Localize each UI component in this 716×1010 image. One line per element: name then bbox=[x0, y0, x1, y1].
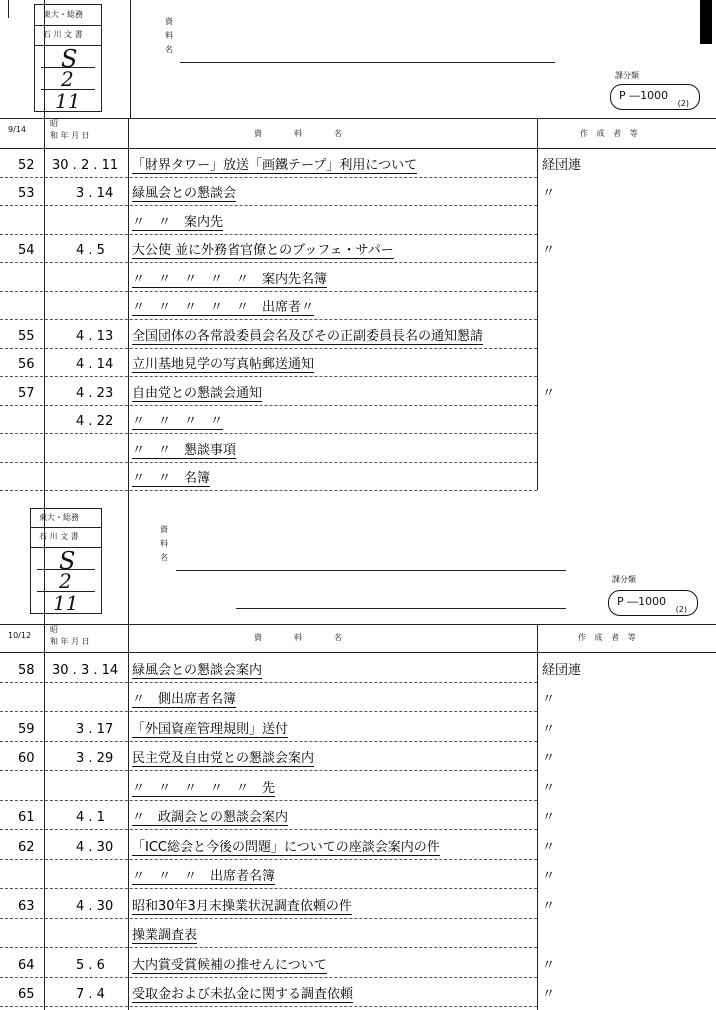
row-title: 〃 〃 案内先 bbox=[132, 214, 224, 230]
row-creator: 〃 bbox=[542, 810, 556, 825]
row-title: 立川基地見学の写真帖郵送通知 bbox=[132, 357, 315, 372]
field-label-2: 料 bbox=[165, 31, 173, 40]
row-title: 大内賞受賞候補の推せんについて bbox=[132, 957, 327, 973]
row-number: 53 bbox=[18, 186, 35, 201]
table-row bbox=[0, 802, 716, 832]
row-title: 操業調査表 bbox=[132, 928, 198, 943]
header-creator: 作 成 者 等 bbox=[580, 129, 641, 138]
row-number: 63 bbox=[18, 898, 35, 914]
header-era: 昭 bbox=[50, 119, 58, 128]
row-title: 受取金および未払金に関する調査依頼 bbox=[132, 987, 354, 1002]
page-number: 9/14 bbox=[8, 125, 26, 134]
row-date: 7 . 4 bbox=[76, 987, 105, 1002]
table-row bbox=[0, 293, 716, 322]
row-creator: 〃 bbox=[542, 898, 556, 914]
classification-code: P ―1000 bbox=[617, 595, 667, 608]
row-title: 〃 〃 〃 〃 〃 出席者〃 bbox=[132, 300, 315, 315]
stamp-num1: 2 bbox=[59, 569, 72, 593]
row-title: 自由党との懇談会通知 bbox=[132, 385, 263, 401]
row-date: 3 . 17 bbox=[76, 721, 114, 737]
row-title: 大公使 並に外務省官僚とのブッフェ・サパー bbox=[132, 243, 394, 258]
row-title: 昭和30年3月末操業状況調査依頼の件 bbox=[132, 898, 352, 914]
row-number: 65 bbox=[18, 987, 35, 1002]
row-title: 〃 側出席者名簿 bbox=[132, 692, 237, 707]
page-number: 10/12 bbox=[8, 631, 32, 640]
row-title: 〃 政調会との懇談会案内 bbox=[132, 810, 289, 825]
field-label-2: 料 bbox=[160, 539, 168, 548]
table-row bbox=[0, 407, 716, 436]
row-creator: 経団連 bbox=[542, 157, 582, 173]
header-title: 資 料 名 bbox=[254, 633, 344, 642]
row-creator: 〃 bbox=[542, 780, 556, 796]
row-number: 52 bbox=[18, 157, 35, 173]
row-title: 「ICC総会と今後の問題」についての座談会案内の件 bbox=[132, 839, 440, 855]
row-number: 57 bbox=[18, 385, 35, 401]
row-date: 4 . 5 bbox=[76, 243, 105, 258]
table-row bbox=[0, 979, 716, 1009]
row-number: 59 bbox=[18, 721, 35, 737]
stamp-s: S bbox=[59, 547, 76, 575]
row-number: 64 bbox=[18, 957, 35, 973]
classification-label: 課分類 bbox=[615, 71, 639, 80]
header-era: 昭 bbox=[50, 625, 58, 634]
row-date: 4 . 30 bbox=[76, 839, 114, 855]
row-creator: 〃 bbox=[542, 751, 556, 766]
stamp-line1: 東大・総務 bbox=[39, 513, 79, 522]
margin-rule bbox=[8, 0, 9, 18]
table-row bbox=[0, 264, 716, 293]
row-creator: 〃 bbox=[542, 721, 556, 737]
stamp-num2: 11 bbox=[55, 89, 81, 113]
margin-rule bbox=[128, 490, 129, 612]
row-creator: 経団連 bbox=[542, 662, 582, 678]
table-row bbox=[0, 350, 716, 379]
row-title: 〃 〃 〃 〃 〃 先 bbox=[132, 780, 276, 796]
margin-rule bbox=[130, 0, 131, 118]
table-row bbox=[0, 743, 716, 773]
field-underline bbox=[180, 62, 555, 63]
header-creator: 作 成 者 等 bbox=[578, 633, 639, 642]
field-underline-2 bbox=[236, 608, 566, 609]
classification-label: 課分類 bbox=[612, 575, 636, 584]
field-label-1: 資 bbox=[160, 525, 168, 534]
classification-box bbox=[608, 590, 698, 616]
row-title: 〃 〃 名簿 bbox=[132, 471, 211, 486]
field-label-3: 名 bbox=[160, 553, 168, 562]
header-date: 和 年 月 日 bbox=[50, 637, 90, 646]
row-number: 55 bbox=[18, 328, 35, 344]
row-date: 4 . 1 bbox=[76, 810, 105, 825]
row-number: 54 bbox=[18, 243, 35, 258]
row-date: 30 . 3 . 14 bbox=[52, 662, 119, 678]
table-row bbox=[0, 236, 716, 265]
table-row bbox=[0, 861, 716, 891]
table-row bbox=[0, 378, 716, 407]
classification-box bbox=[610, 84, 700, 110]
classification-sub: (2) bbox=[675, 605, 687, 614]
table-row bbox=[0, 150, 716, 179]
row-title: 「外国資産管理規則」送付 bbox=[132, 721, 289, 737]
table-row bbox=[0, 179, 716, 208]
row-creator: 〃 bbox=[542, 186, 556, 201]
row-date: 4 . 30 bbox=[76, 898, 114, 914]
table-row bbox=[0, 831, 716, 861]
classification-code: P ―1000 bbox=[619, 89, 669, 102]
row-number: 60 bbox=[18, 751, 35, 766]
archive-stamp bbox=[34, 4, 102, 112]
stamp-num1: 2 bbox=[61, 67, 74, 91]
header-bottom-rule bbox=[0, 148, 716, 149]
table-row bbox=[0, 772, 716, 802]
row-title: 緑風会との懇談会案内 bbox=[132, 662, 263, 678]
header-date: 和 年 月 日 bbox=[50, 131, 90, 140]
row-creator: 〃 bbox=[542, 385, 556, 401]
row-creator: 〃 bbox=[542, 839, 556, 855]
table-row bbox=[0, 920, 716, 950]
table-row bbox=[0, 321, 716, 350]
row-date: 4 . 13 bbox=[76, 328, 114, 344]
row-date: 3 . 29 bbox=[76, 751, 114, 766]
table-row bbox=[0, 949, 716, 979]
row-title: 〃 〃 〃 〃 bbox=[132, 414, 224, 429]
row-number: 58 bbox=[18, 662, 35, 678]
row-date: 4 . 22 bbox=[76, 414, 114, 429]
row-date: 3 . 14 bbox=[76, 186, 114, 201]
row-date: 4 . 14 bbox=[76, 357, 114, 372]
row-title: 「財界タワー」放送「画鐵テープ」利用について bbox=[132, 157, 418, 173]
table-top-rule bbox=[0, 118, 716, 119]
row-title: 〃 〃 〃 〃 〃 案内先名簿 bbox=[132, 271, 328, 287]
row-number: 61 bbox=[18, 810, 35, 825]
row-title: 全国団体の各常設委員会名及びその正副委員長名の通知懇請 bbox=[132, 328, 484, 344]
header-title: 資 料 名 bbox=[254, 129, 344, 138]
row-creator: 〃 bbox=[542, 692, 556, 707]
stamp-num2: 11 bbox=[53, 591, 79, 615]
stamp-line1: 東大・総務 bbox=[43, 10, 83, 19]
row-date: 30 . 2 . 11 bbox=[52, 157, 119, 173]
table-row bbox=[0, 684, 716, 714]
row-date: 4 . 23 bbox=[76, 385, 114, 401]
field-label-1: 資 bbox=[165, 17, 173, 26]
tab-mark bbox=[700, 0, 712, 44]
row-creator: 〃 bbox=[542, 243, 556, 258]
table-top-rule bbox=[0, 624, 716, 625]
row-date: 5 . 6 bbox=[76, 957, 105, 973]
row-title: 〃 〃 懇談事項 bbox=[132, 442, 237, 458]
row-title: 〃 〃 〃 出席者名簿 bbox=[132, 869, 276, 884]
field-label-3: 名 bbox=[165, 45, 173, 54]
row-number: 62 bbox=[18, 839, 35, 855]
stamp-line2: 石 川 文 書 bbox=[43, 30, 83, 39]
table-row bbox=[0, 890, 716, 920]
table-row bbox=[0, 207, 716, 236]
table-row bbox=[0, 435, 716, 464]
header-bottom-rule bbox=[0, 652, 716, 653]
table-row bbox=[0, 654, 716, 684]
row-title: 民主党及自由党との懇談会案内 bbox=[132, 751, 315, 766]
archive-stamp bbox=[30, 508, 102, 614]
table-row bbox=[0, 713, 716, 743]
stamp-line2: 石 川 文 書 bbox=[39, 532, 79, 541]
stamp-s: S bbox=[61, 45, 78, 73]
row-creator: 〃 bbox=[542, 987, 556, 1002]
row-creator: 〃 bbox=[542, 869, 556, 884]
row-creator: 〃 bbox=[542, 957, 556, 973]
row-title: 緑風会との懇談会 bbox=[132, 186, 237, 201]
row-number: 56 bbox=[18, 357, 35, 372]
classification-sub: (2) bbox=[677, 99, 689, 108]
table-row bbox=[0, 464, 716, 493]
field-underline bbox=[176, 570, 566, 571]
